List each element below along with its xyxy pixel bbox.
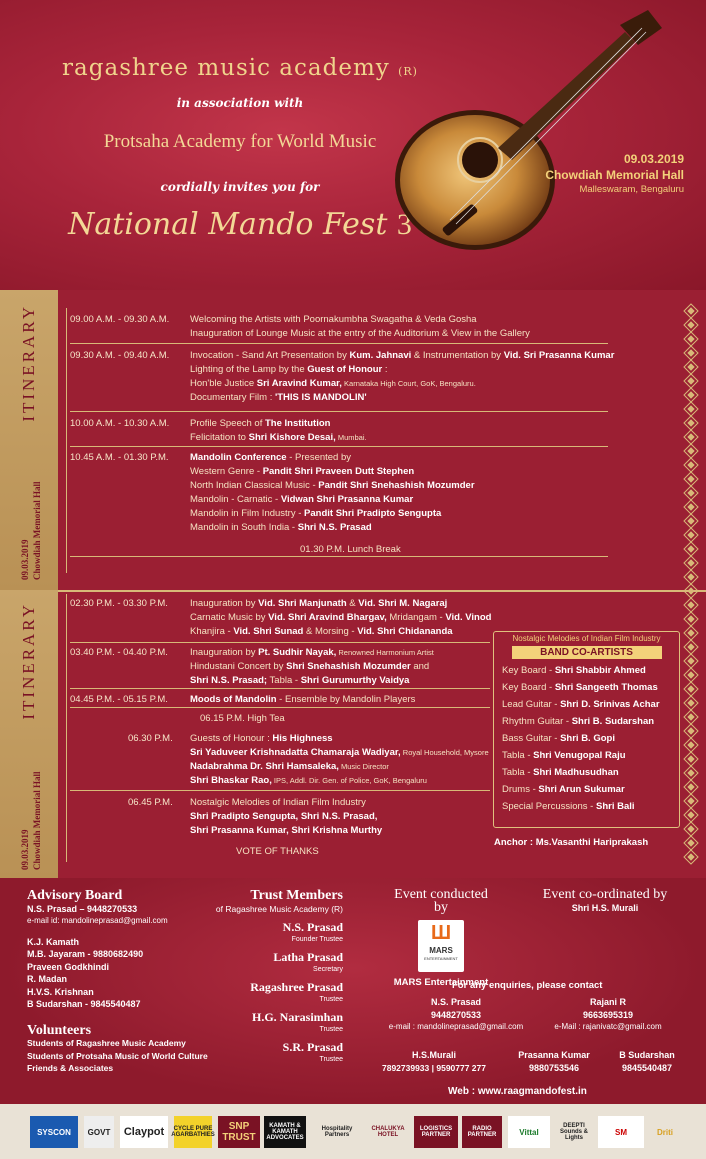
trust-title: Trust Members [250, 888, 343, 903]
divider [70, 343, 608, 344]
schedule-desc: Inauguration by Vid. Shri Manjunath & Vid. Shri M. Nagaraj Carnatic Music by Vid. Shri Aravind Bhargav, Mridangam - Vid. Vinod Khanjira - Vid. Shri Sunad & Morsing - Vid. Shri Chidananda [190, 598, 492, 637]
band-item: Tabla - Shri Madhusudhan [502, 767, 619, 778]
lunch-break: 01.30 P.M. Lunch Break [300, 544, 401, 555]
website-link[interactable]: Web : www.raagmandofest.in [448, 1086, 587, 1097]
sidebar-hall: Chowdiah Memorial Hall [32, 771, 42, 870]
sponsor-logo: GOVT [84, 1116, 114, 1148]
diamond-ornament [688, 336, 694, 342]
diamond-ornament [688, 364, 694, 370]
diamond-ornament [688, 644, 694, 650]
diamond-ornament [688, 462, 694, 468]
itinerary-label: ITINERARY [19, 304, 38, 422]
diamond-ornament [688, 840, 694, 846]
diamond-ornament [688, 490, 694, 496]
divider [70, 642, 490, 643]
sponsor-logo: LOGISTICS PARTNER [414, 1116, 458, 1148]
diamond-ornament [688, 658, 694, 664]
diamond-ornament [688, 560, 694, 566]
band-title: BAND CO-ARTISTS [512, 646, 662, 659]
schedule-desc: Inauguration by Pt. Sudhir Nayak, Renowned Harmonium Artist Hindustani Concert by Shri Snehashish Mozumder and Shri N.S. Prasad; Tabla - Shri Gurumurthy Vaidya [190, 647, 434, 686]
diamond-ornament [688, 588, 694, 594]
schedule-desc: Moods of Mandolin - Ensemble by Mandolin Players [190, 694, 416, 705]
schedule-time: 10.00 A.M. - 10.30 A.M. [70, 418, 170, 429]
anchor-credit: Anchor : Ms.Vasanthi Hariprakash [494, 837, 649, 848]
divider [70, 446, 608, 447]
academy-name: ragashree music academy (R) [62, 55, 418, 81]
diamond-ornament [688, 686, 694, 692]
diamond-ornament [688, 350, 694, 356]
diamond-ornament [688, 308, 694, 314]
mars-logo-icon: Ш [430, 922, 452, 944]
contact-rajani: Rajani R 9663695319 e-Mail : rajanivatc@gmail.com [554, 997, 662, 1031]
sponsor-logo-strip [0, 1104, 706, 1159]
itinerary-sidebar-1 [0, 290, 58, 590]
event-conductor: Event conducted by Ш MARS ENTERTAINMENT MARS Entertainment [393, 887, 489, 988]
diamond-ornament [688, 714, 694, 720]
fest-title: National Mando Fest 3 [68, 207, 412, 242]
diamond-ornament [688, 742, 694, 748]
diamond-ornament [688, 616, 694, 622]
schedule-time: 04.45 P.M. - 05.15 P.M. [70, 694, 168, 705]
header-banner [0, 0, 706, 290]
sponsor-logo: RADIO PARTNER [462, 1116, 502, 1148]
contact-prasanna: Prasanna Kumar 9880753546 [518, 1050, 590, 1073]
schedule-time: 03.40 P.M. - 04.40 P.M. [70, 647, 168, 658]
sidebar-date: 09.03.2019 [20, 539, 30, 580]
band-co-artists-box [493, 631, 680, 828]
diamond-ornament [688, 812, 694, 818]
diamond-ornament [688, 728, 694, 734]
schedule-desc: Mandolin Conference - Presented by Western Genre - Pandit Shri Praveen Dutt Stephen North Indian Classical Music - Pandit Shri Snehashish Mozumder Mandolin - Carnatic - Vidwan Shri Prasanna Kumar Mandolin in Film Industry - Pandit Shri Pradipto Sengupta Mandolin in South India - Shri N.S. Prasad [190, 452, 475, 533]
sponsor-logo: KAMATH & KAMATH ADVOCATES [264, 1116, 306, 1148]
band-item: Bass Guitar - Shri B. Gopi [502, 733, 615, 744]
diamond-ornament [688, 602, 694, 608]
event-venue [520, 152, 684, 195]
sidebar-date: 09.03.2019 [20, 829, 30, 870]
sidebar-hall: Chowdiah Memorial Hall [32, 481, 42, 580]
diamond-ornament [688, 700, 694, 706]
diamond-ornament [688, 532, 694, 538]
schedule-desc: Nostalgic Melodies of Indian Film Industry Shri Pradipto Sengupta, Shri N.S. Prasad, Shri Prasanna Kumar, Shri Krishna Murthy [190, 797, 383, 836]
schedule-desc: Guests of Honour : His Highness Sri Yaduveer Krishnadatta Chamaraja Wadiyar, Royal Household, Mysore Nadabrahma Dr. Shri Hamsaleka, Music Director Shri Bhaskar Rao, IPS, Addl. Dir. Gen. of Police, GoK, Bengaluru [190, 733, 489, 786]
vote-of-thanks: VOTE OF THANKS [236, 846, 319, 857]
schedule-time: 06.45 P.M. [128, 797, 173, 808]
schedule-time: 09.00 A.M. - 09.30 A.M. [70, 314, 170, 325]
sponsor-logo: Vittal [508, 1116, 550, 1148]
band-item: Key Board - Shri Shabbir Ahmed [502, 665, 646, 676]
venue-hall: Chowdiah Memorial Hall [545, 168, 684, 182]
diamond-ornament [688, 672, 694, 678]
schedule-desc: Welcoming the Artists with Poornakumbha Swagatha & Veda Gosha Inauguration of Lounge Music at the entry of the Auditorium & View in the Gallery [190, 314, 530, 339]
sponsor-logo: Claypot [120, 1116, 168, 1148]
band-item: Tabla - Shri Venugopal Raju [502, 750, 626, 761]
diamond-ornament [688, 322, 694, 328]
mars-logo: Ш MARS ENTERTAINMENT [418, 920, 464, 972]
diamond-ornament [688, 854, 694, 860]
contact-ns-prasad: N.S. Prasad 9448270533 e-mail : mandolineprasad@gmail.com [388, 997, 524, 1031]
sponsor-logo: CHALUKYA HOTEL [366, 1116, 410, 1148]
divider [70, 707, 490, 708]
diamond-border-decoration [682, 300, 700, 865]
diamond-ornament [688, 476, 694, 482]
diamond-ornament [688, 574, 694, 580]
advisory-title: Advisory Board [27, 888, 123, 903]
event-coordinator: Event co-ordinated by Shri H.S. Murali [542, 887, 668, 913]
diamond-ornament [688, 378, 694, 384]
divider [70, 688, 490, 689]
diamond-ornament [688, 518, 694, 524]
schedule-time: 06.30 P.M. [128, 733, 173, 744]
diamond-ornament [688, 546, 694, 552]
diamond-ornament [688, 406, 694, 412]
venue-city: Malleswaram, Bengaluru [579, 184, 684, 195]
diamond-ornament [688, 798, 694, 804]
itinerary-frame-2 [66, 594, 67, 862]
band-item: Drums - Shri Arun Sukumar [502, 784, 625, 795]
schedule-time: 02.30 P.M. - 03.30 P.M. [70, 598, 168, 609]
trust-members: Trust Members of Ragashree Music Academy (R) N.S. Prasad Founder Trustee Latha Prasad Secretary Ragashree Prasad Trustee H.G. Narasimhan Trustee S.R. Prasad Trustee [200, 890, 343, 1066]
contact-hs-murali: H.S.Murali 7892739933 | 9590777 277 [381, 1050, 486, 1073]
diamond-ornament [688, 784, 694, 790]
diamond-ornament [688, 448, 694, 454]
event-date: 09.03.2019 [623, 152, 684, 166]
sponsor-logo: Hospitality Partners [312, 1116, 362, 1148]
band-item: Key Board - Shri Sangeeth Thomas [502, 682, 658, 693]
sponsor-logo: Driti [650, 1116, 680, 1148]
band-item: Rhythm Guitar - Shri B. Sudarshan [502, 716, 655, 727]
association-text: in association with [176, 96, 304, 110]
contact-sudarshan: B Sudarshan 9845540487 [619, 1050, 675, 1073]
partner-academy: Protsaha Academy for World Music [103, 131, 377, 152]
diamond-ornament [688, 434, 694, 440]
sponsor-logo: SM [598, 1116, 644, 1148]
schedule-time: 10.45 A.M. - 01.30 P.M. [70, 452, 169, 463]
diamond-ornament [688, 420, 694, 426]
diamond-ornament [688, 770, 694, 776]
sponsor-logo: SYSCON [30, 1116, 78, 1148]
sponsor-logo: CYCLE PURE AGARBATHIES [174, 1116, 212, 1148]
volunteers-title: Volunteers [27, 1022, 92, 1038]
diamond-ornament [688, 756, 694, 762]
divider [70, 790, 490, 791]
divider [70, 411, 608, 412]
sponsor-logo: DEEPTI Sounds & Lights [554, 1116, 594, 1148]
diamond-ornament [688, 504, 694, 510]
diamond-ornament [688, 630, 694, 636]
itinerary-label: ITINERARY [19, 602, 38, 720]
diamond-ornament [688, 826, 694, 832]
diamond-ornament [688, 392, 694, 398]
band-subtitle: Nostalgic Melodies of Indian Film Industry [512, 634, 661, 643]
sponsor-logo: SNP TRUST [218, 1116, 260, 1148]
itinerary-sidebar-2 [0, 590, 58, 878]
invite-text: cordially invites you for [160, 180, 320, 194]
schedule-time: 09.30 A.M. - 09.40 A.M. [70, 350, 170, 361]
high-tea: 06.15 P.M. High Tea [200, 713, 285, 724]
schedule-desc: Profile Speech of The Institution Felicitation to Shri Kishore Desai, Mumbai. [190, 418, 367, 443]
enquiries-title: For any enquiries, please contact [452, 980, 603, 991]
mandolin-illustration [380, 10, 680, 280]
band-item: Lead Guitar - Shri D. Srinivas Achar [502, 699, 660, 710]
band-item: Special Percussions - Shri Bali [502, 801, 635, 812]
schedule-desc: Invocation - Sand Art Presentation by Kum. Jahnavi & Instrumentation by Vid. Sri Prasanna Kumar Lighting of the Lamp by the Guest of Honour : Hon'ble Justice Sri Aravind Kumar, Karnataka High Court, GoK, Bengaluru. Documentary Film : 'THIS IS MANDOLIN' [190, 350, 615, 403]
advisory-board: Advisory Board N.S. Prasad – 9448270533 e-mail id: mandolineprasad@gmail.com K.J. Kamath M.B. Jayaram - 9880682490 Praveen Godkhindi R. Madan H.V.S. Krishnan B Sudarshan - 9845540487 Volunteers Students of Ragashree Music Academy Students of Protsaha Music of World Culture Friends & Associates [27, 888, 208, 1073]
